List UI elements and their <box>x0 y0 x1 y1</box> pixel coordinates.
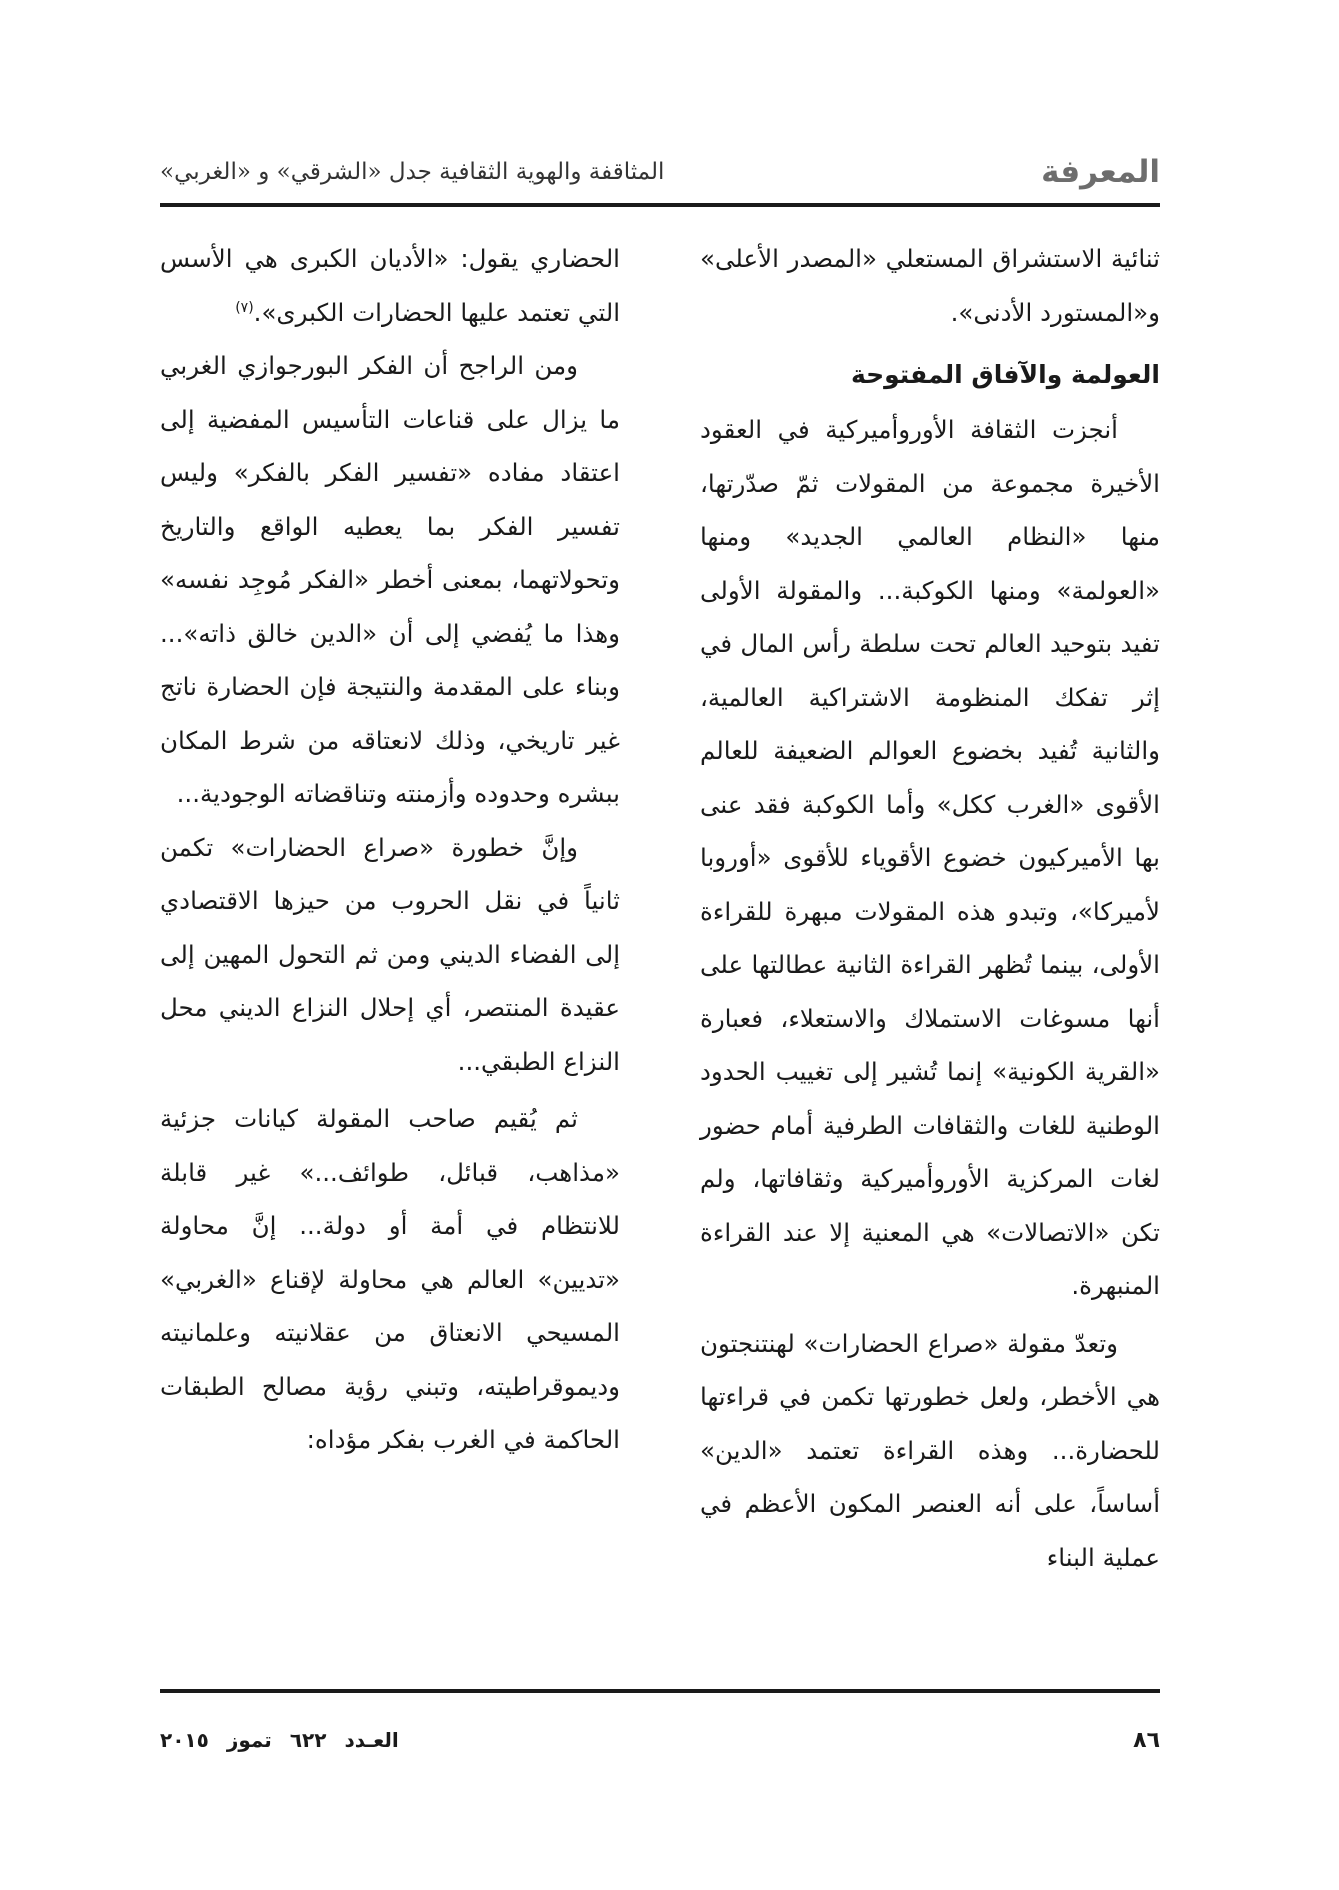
paragraph: وتعدّ مقولة «صراع الحضارات» لهنتنجتون هي الأخطر، ولعل خطورتها تكمن في قراءتها للحضارة... وهذه القراءة تعتمد «الدين» أساساً، على أنه العنصر المكون الأعظم في عملية البناء <box>700 1328 1160 1572</box>
page-footer <box>160 1720 1160 1760</box>
page-number: ٨٦ <box>1133 1727 1160 1753</box>
paragraph: وإنَّ خطورة «صراع الحضارات» تكمن ثانياً في نقل الحروب من حيزها الاقتصادي إلى الفضاء الديني ومن ثم التحول المهين إلى عقيدة المنتصر، أي إحلال النزاع الديني محل النزاع الطبقي... <box>160 832 620 1076</box>
magazine-logo: المعرفة <box>1041 154 1160 190</box>
issue-number: ٦٢٢ <box>289 1728 327 1752</box>
section-heading: العولمة والآفاق المفتوحة <box>850 360 1160 389</box>
issue-year: ٢٠١٥ <box>160 1728 209 1752</box>
right-column <box>700 232 1160 1584</box>
paragraph: ثنائية الاستشراق المستعلي «المصدر الأعلى» و«المستورد الأدنى». <box>700 244 1160 327</box>
left-column <box>160 232 620 1467</box>
footnote-marker: (٧) <box>235 299 254 316</box>
issue-month: تموز <box>226 1728 272 1752</box>
paragraph: أنجزت الثقافة الأوروأميركية في العقود الأخيرة مجموعة من المقولات ثمّ صدّرتها، منها «النظام العالمي الجديد» ومنها «العولمة» ومنها الكوكبة... والمقولة الأولى تفيد بتوحيد العالم تحت سلطة رأس المال في إثر تفكك المنظومة الاشتراكية العالمية، والثانية تُفيد بخضوع العوالم الضعيفة للعالم الأقوى «الغرب ككل» وأما الكوكبة فقد عنى بها الأميركيون خضوع الأقوياء للأقوى «أوروبا لأميركا»، وتبدو هذه المقولات مبهرة للقراءة الأولى، بينما تُظهر القراءة الثانية عطالتها على أنها مسوغات الاستملاك والاستعلاء، فعبارة «القرية الكونية» إنما تُشير إلى تغييب الحدود الوطنية للغات والثقافات الطرفية أمام حضور لغات المركزية الأوروأميركية وثقافاتها، ولم تكن «الاتصالات» هي المعنية إلا عند القراءة المنبهرة. <box>700 415 1160 1300</box>
issue-label: العـدد <box>344 1728 399 1752</box>
page-header <box>160 150 1160 194</box>
running-title: المثاقفة والهوية الثقافية جدل «الشرقي» و «الغربي» <box>160 159 665 185</box>
issue-info <box>160 1728 399 1752</box>
paragraph <box>160 232 620 339</box>
header-rule <box>160 203 1160 207</box>
paragraph: ومن الراجح أن الفكر البورجوازي الغربي ما يزال على قناعات التأسيس المفضية إلى اعتقاد مفاده «تفسير الفكر بالفكر» وليس تفسير الفكر بما يعطيه الواقع والتاريخ وتحولاتهما، بمعنى أخطر «الفكر مُوجِد نفسه» وهذا ما يُفضي إلى أن «الدين خالق ذاته»... وبناء على المقدمة والنتيجة فإن الحضارة ناتج غير تاريخي، وذلك لانعتاقه من شرط المكان ببشره وحدوده وأزمنته وتناقضاته الوجودية... <box>160 351 620 808</box>
paragraph-text: الحضاري يقول: «الأديان الكبرى هي الأسس التي تعتمد عليها الحضارات الكبرى». <box>160 244 620 327</box>
paragraph: ثم يُقيم صاحب المقولة كيانات جزئية «مذاهب، قبائل، طوائف...» غير قابلة للانتظام في أمة أو دولة... إنَّ محاولة «تديين» العالم هي محاولة لإقناع «الغربي» المسيحي الانعتاق من عقلانيته وعلمانيته وديموقراطيته، وتبني رؤية مصالح الطبقات الحاكمة في الغرب بفكر مؤداه: <box>160 1104 620 1454</box>
footer-rule <box>160 1689 1160 1693</box>
